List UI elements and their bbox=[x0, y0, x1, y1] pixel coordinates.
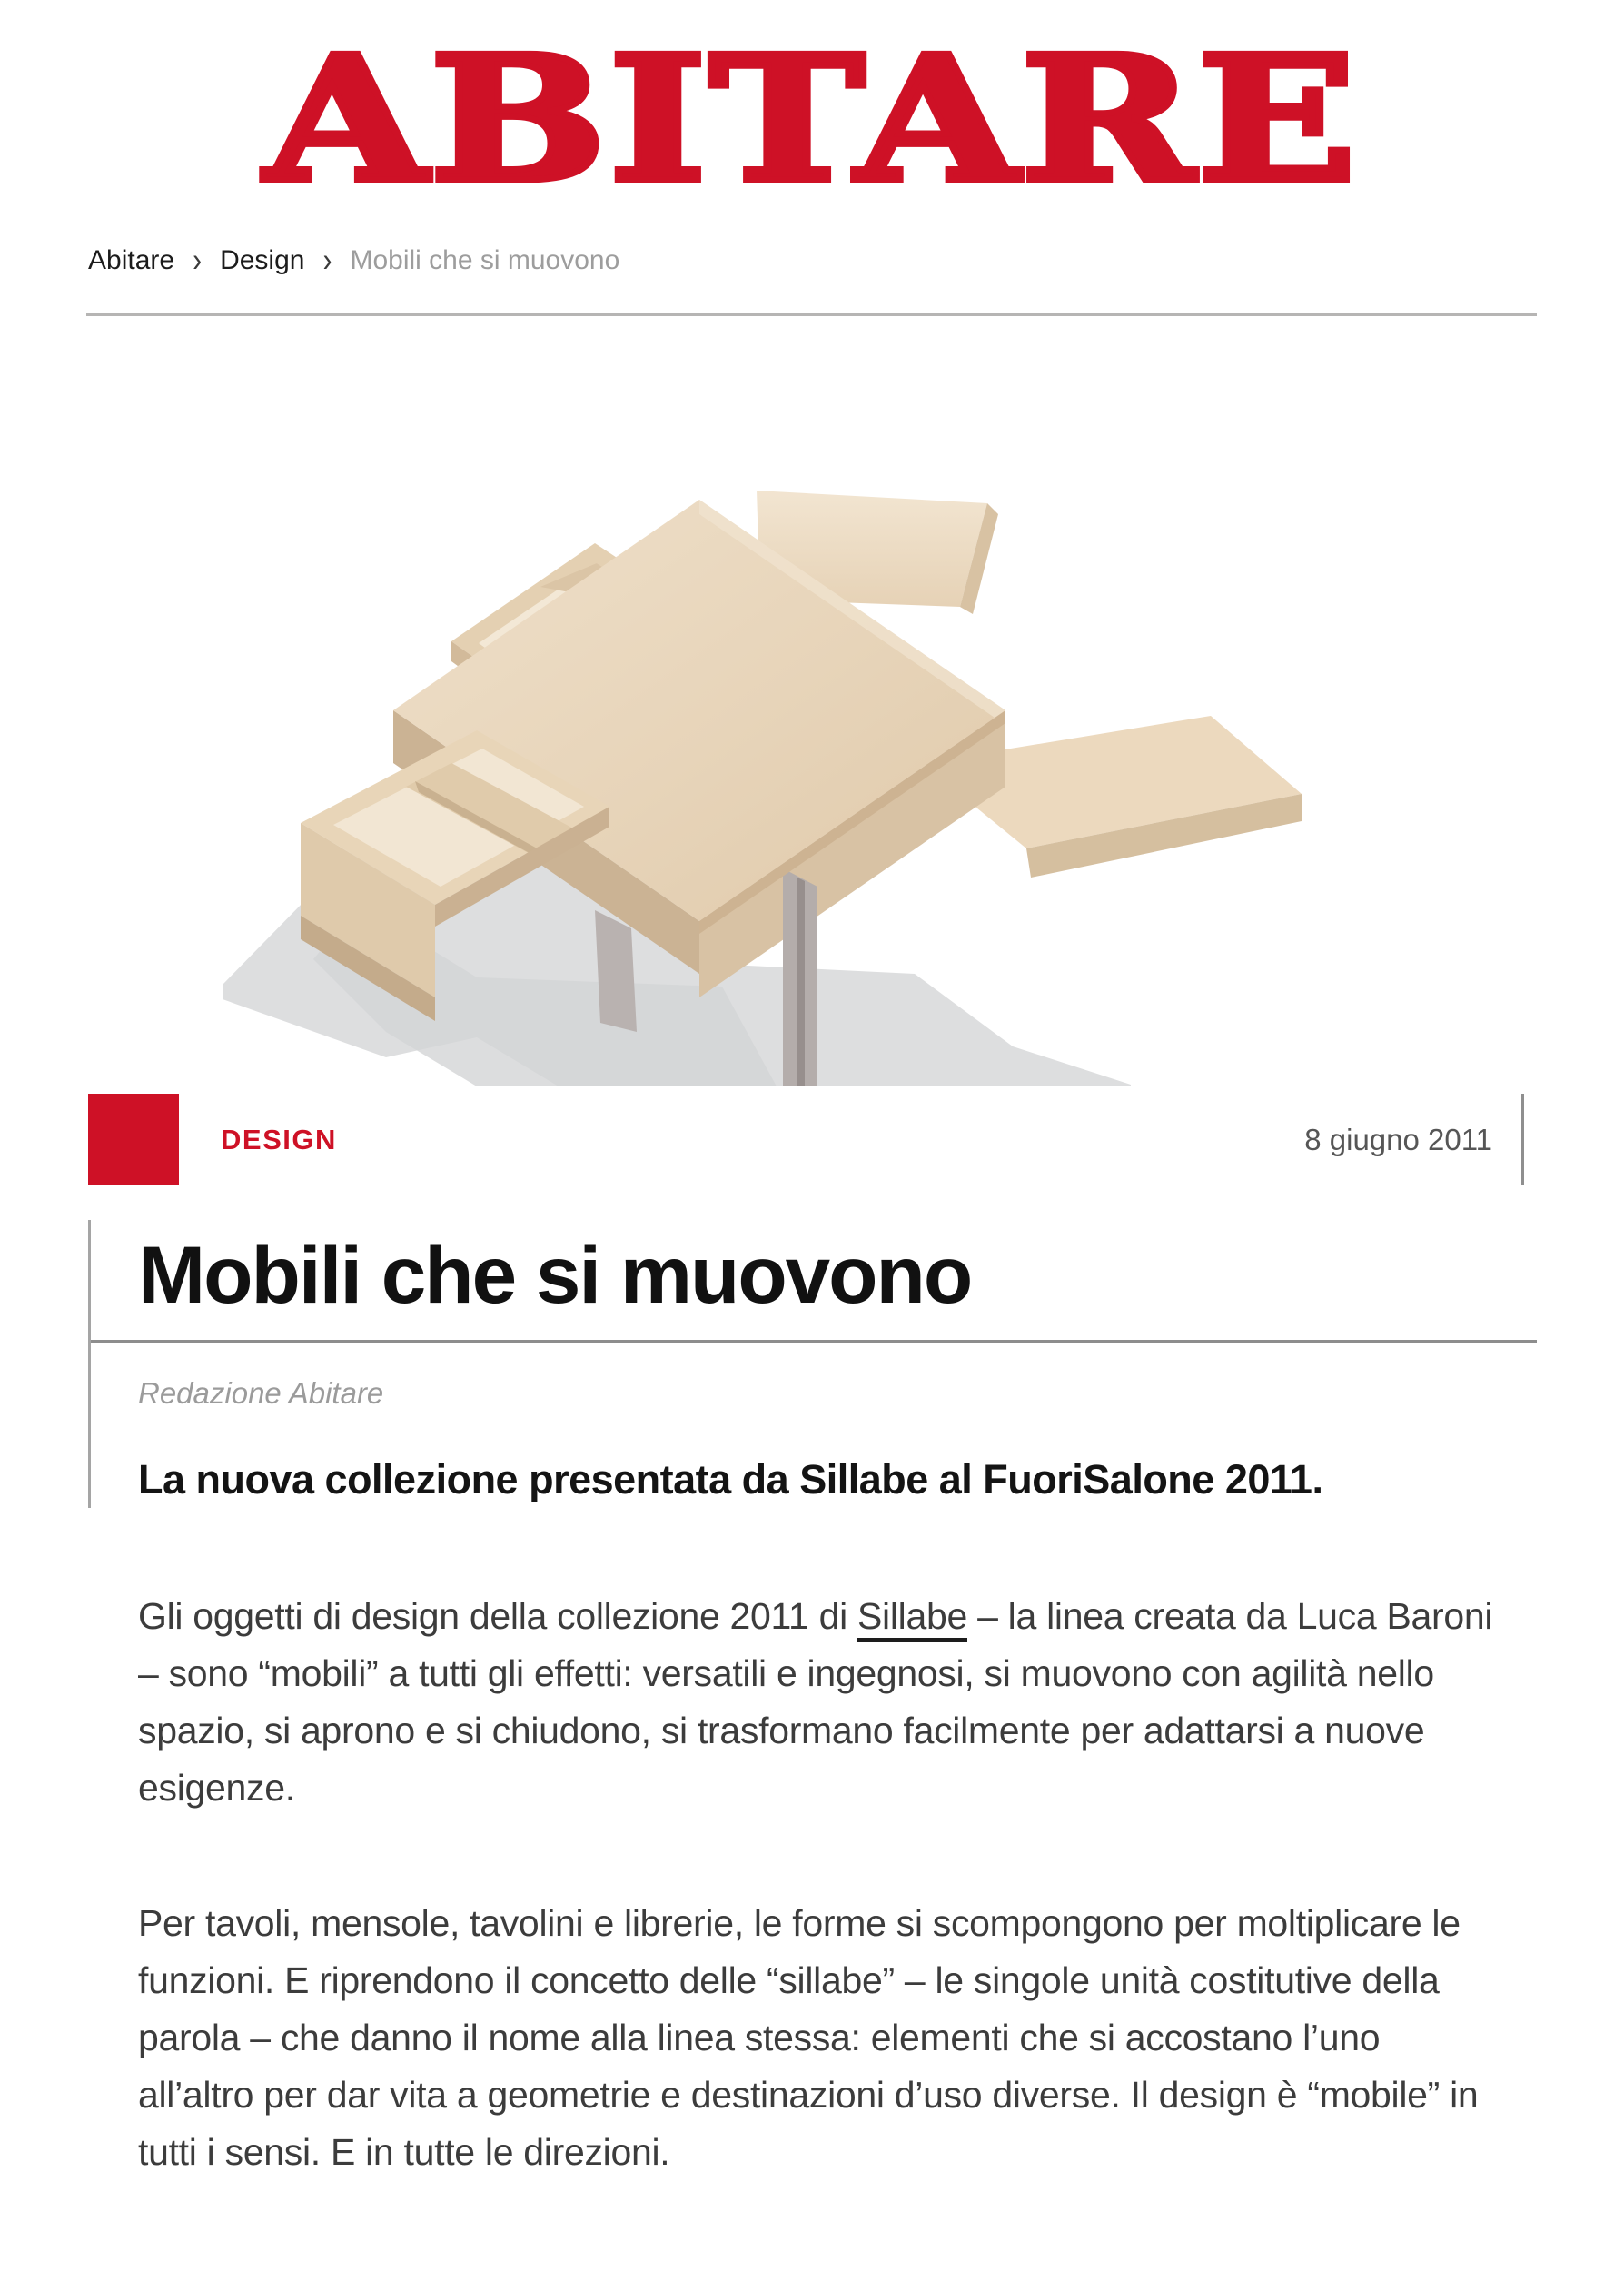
breadcrumb-item-abitare[interactable]: Abitare bbox=[88, 245, 175, 275]
category-accent-square bbox=[88, 1094, 179, 1185]
category-link[interactable]: DESIGN bbox=[221, 1123, 337, 1155]
abitare-logo[interactable]: ABITARE bbox=[264, 17, 1360, 221]
article-header bbox=[88, 1220, 1537, 1508]
table-illustration bbox=[86, 396, 1537, 1086]
paragraph-1-text: Gli oggetti di design della collezione 2011 di bbox=[138, 1595, 858, 1637]
table-leg-left bbox=[595, 910, 637, 1032]
breadcrumb-separator-icon: › bbox=[322, 241, 332, 279]
article-title: Mobili che si muovono bbox=[138, 1229, 972, 1320]
table-leg-center-shade bbox=[797, 878, 805, 1086]
breadcrumb-item-design[interactable]: Design bbox=[220, 245, 305, 275]
category-bar bbox=[88, 1094, 1537, 1185]
article-body bbox=[88, 1588, 1537, 2181]
breadcrumb-separator-icon: › bbox=[193, 241, 203, 279]
paragraph-1-text-after: – la linea creata da Luca Baroni – sono “mobili” a tutti gli effetti: versatili e ingegnosi, si muovono con agilità nello spazio, si aprono e si chiudono, si trasformano facilmente per adattarsi a nuove esigenze. bbox=[138, 1595, 1493, 1809]
breadcrumb-item-current: Mobili che si muovono bbox=[350, 245, 620, 275]
article-lead: La nuova collezione presentata da Sillabe al FuoriSalone 2011. bbox=[138, 1456, 1323, 1502]
hero-image bbox=[86, 396, 1537, 1086]
paragraph-2: Per tavoli, mensole, tavolini e librerie, le forme si scompongono per moltiplicare le funzioni. E riprendono il concetto delle “sillabe” – le singole unità costitutive della parola – che danno il nome alla linea stessa: elementi che si accostano l’uno all’altro per dar vita a geometrie e destinazioni d’uso diverse. Il design è “mobile” in tutti i sensi. E in tutte le direzioni. bbox=[138, 1902, 1479, 2173]
paragraph-1 bbox=[138, 1588, 1496, 1817]
sillabe-link[interactable]: Sillabe bbox=[857, 1595, 967, 1642]
date-tick-rule bbox=[1521, 1094, 1524, 1185]
header-divider bbox=[86, 313, 1537, 316]
breadcrumb bbox=[88, 241, 1537, 279]
masthead bbox=[0, 0, 1624, 221]
publish-date: 8 giugno 2011 bbox=[1304, 1122, 1492, 1156]
article-author: Redazione Abitare bbox=[138, 1376, 384, 1410]
